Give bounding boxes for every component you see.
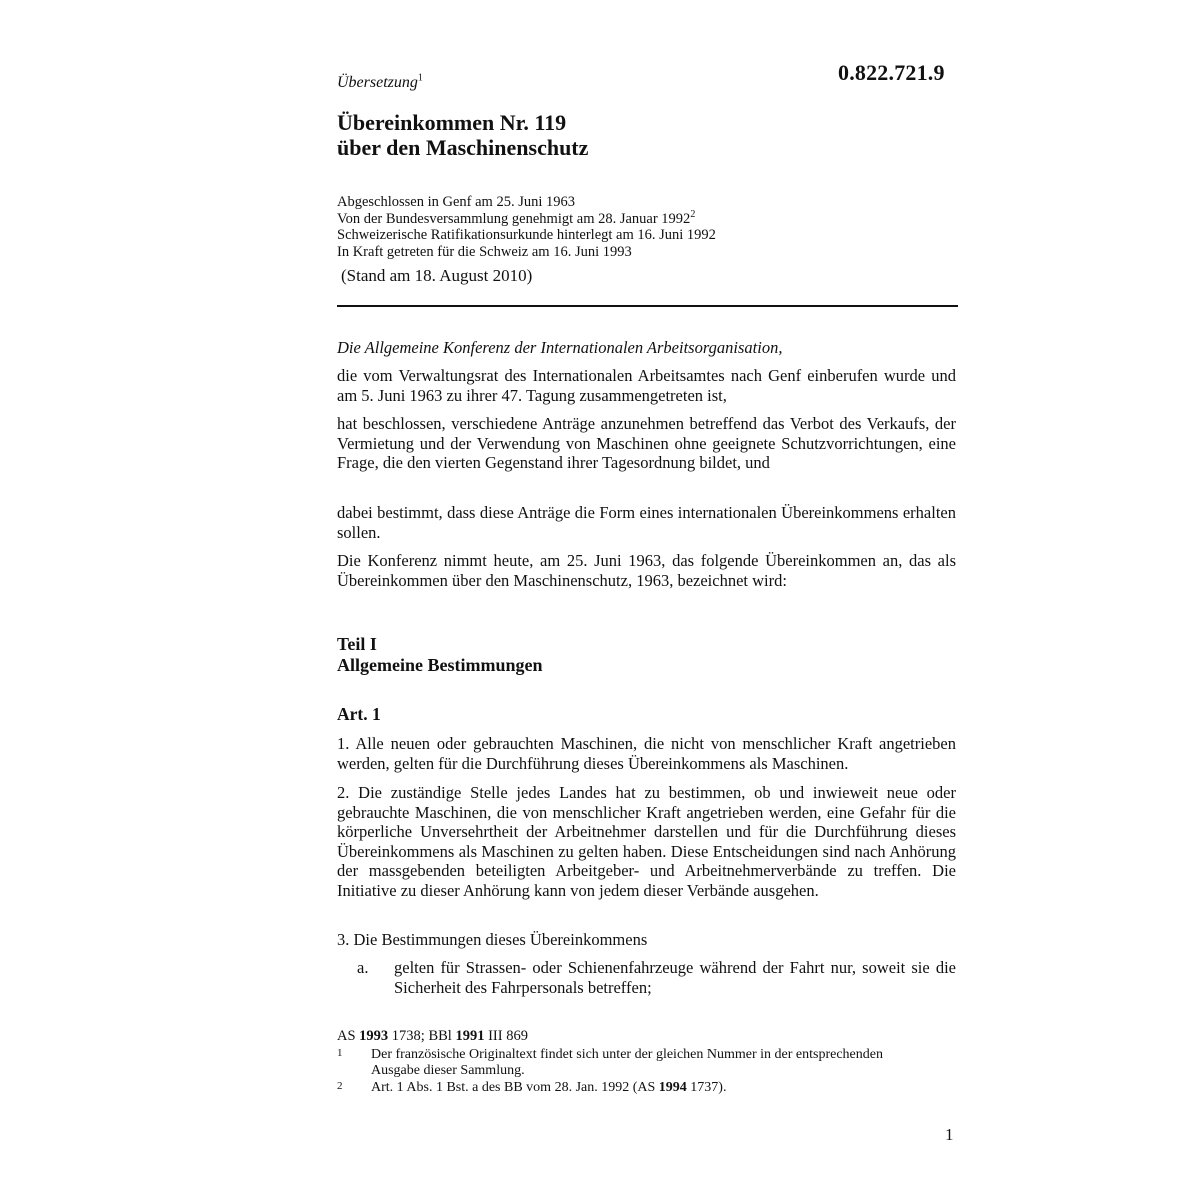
source-bbl-page: III 869 [484, 1028, 528, 1044]
footnote-ref-1[interactable]: 1 [417, 72, 423, 84]
footnote-text-part: 1737). [686, 1080, 727, 1095]
article-list-item [357, 958, 956, 997]
title-line-1: Übereinkommen Nr. 119 [337, 110, 567, 135]
part-title: Allgemeine Bestimmungen [337, 655, 543, 675]
footnote [337, 1047, 897, 1079]
header-divider [337, 305, 958, 307]
list-item-text: gelten für Strassen- oder Schienenfahrzeuge während der Fahrt nur, soweit sie die Sicherheit des Fahrpersonals betreffen; [394, 958, 956, 997]
footnote-source [337, 1028, 528, 1045]
meta-ratification: Schweizerische Ratifikationsurkunde hinterlegt am 16. Juni 1992 [337, 227, 716, 243]
article-paragraph: 2. Die zuständige Stelle jedes Landes hat zu bestimmen, ob und inwieweit neue oder gebrauchte Maschinen, die von menschlicher Kraft angetrieben werden, eine Gefahr für die körperliche Unversehrtheit der Arbeitnehmer darstellen und für die Durchführung dieses Übereinkommens als Maschinen zu gelten haben. Diese Entscheidungen sind nach Anhörung der massgebenden beteiligten Arbeitgeber- und Arbeitnehmerverbände zu treffen. Die Initiative zu dieser Anhörung kann von jedem dieser Verbände ausgehen. [337, 783, 956, 900]
article-paragraph: 1. Alle neuen oder gebrauchten Maschinen, die nicht von menschlicher Kraft angetrieben werden, gelten für die Durchführung dieses Übereinkommens als Maschinen. [337, 734, 956, 773]
status-date: (Stand am 18. August 2010) [341, 266, 533, 285]
preamble-paragraph: Die Konferenz nimmt heute, am 25. Juni 1963, das folgende Übereinkommen an, das als Übereinkommen über den Maschinenschutz, 1963, bezeichnet wird: [337, 551, 956, 590]
part-heading [337, 634, 542, 676]
footnote-text-part: Art. 1 Abs. 1 Bst. a des BB vom 28. Jan. 1992 (AS [371, 1080, 659, 1095]
preamble-paragraph: hat beschlossen, verschiedene Anträge anzunehmen betreffend das Verbot des Verkaufs, der Vermietung und der Verwendung von Maschinen ohne geeignete Schutzvorrichtungen, eine Frage, die den vierten Gegenstand ihrer Tagesordnung bildet, und [337, 414, 956, 472]
footnote-ref-2[interactable]: 2 [690, 208, 696, 220]
preamble-paragraph: dabei bestimmt, dass diese Anträge die Form eines internationalen Übereinkommens erhalten sollen. [337, 503, 956, 542]
document-title [337, 110, 588, 160]
preamble-paragraph: die vom Verwaltungsrat des Internationalen Arbeitsamtes nach Genf einberufen wurde und am 5. Juni 1963 zu ihrer 47. Tagung zusammengetreten ist, [337, 366, 956, 405]
footnote-text: Der französische Originaltext findet sich unter der gleichen Nummer in der entsprechenden Ausgabe dieser Sammlung. [371, 1047, 883, 1078]
source-as-label: AS [337, 1028, 360, 1044]
meta-approved [337, 208, 716, 228]
list-item-marker: a. [357, 958, 369, 977]
footnote [337, 1080, 897, 1096]
source-bbl-year: 1991 [455, 1028, 485, 1044]
page-number: 1 [945, 1125, 954, 1144]
footnote-text [371, 1080, 897, 1096]
translation-label [337, 74, 423, 92]
article-heading: Art. 1 [337, 704, 381, 724]
translation-label-text: Übersetzung [337, 74, 418, 91]
footnote-year: 1994 [658, 1080, 687, 1095]
title-line-2: über den Maschinenschutz [337, 135, 589, 160]
part-number: Teil I [337, 634, 377, 654]
document-metadata [337, 194, 716, 260]
article-paragraph: 3. Die Bestimmungen dieses Übereinkommens [337, 930, 648, 949]
meta-concluded: Abgeschlossen in Genf am 25. Juni 1963 [337, 194, 576, 210]
meta-approved-text: Von der Bundesversammlung genehmigt am 28. Januar 1992 [337, 210, 691, 227]
footnote-number: 2 [337, 1080, 343, 1092]
source-as-year: 1993 [359, 1028, 389, 1044]
footnote-number: 1 [337, 1047, 343, 1059]
preamble-heading: Die Allgemeine Konferenz der Internationalen Arbeitsorganisation, [337, 338, 783, 357]
meta-in-force: In Kraft getreten für die Schweiz am 16. Juni 1993 [337, 243, 632, 260]
source-as-page: 1738; BBl [388, 1028, 456, 1044]
sr-number: 0.822.721.9 [838, 60, 945, 85]
